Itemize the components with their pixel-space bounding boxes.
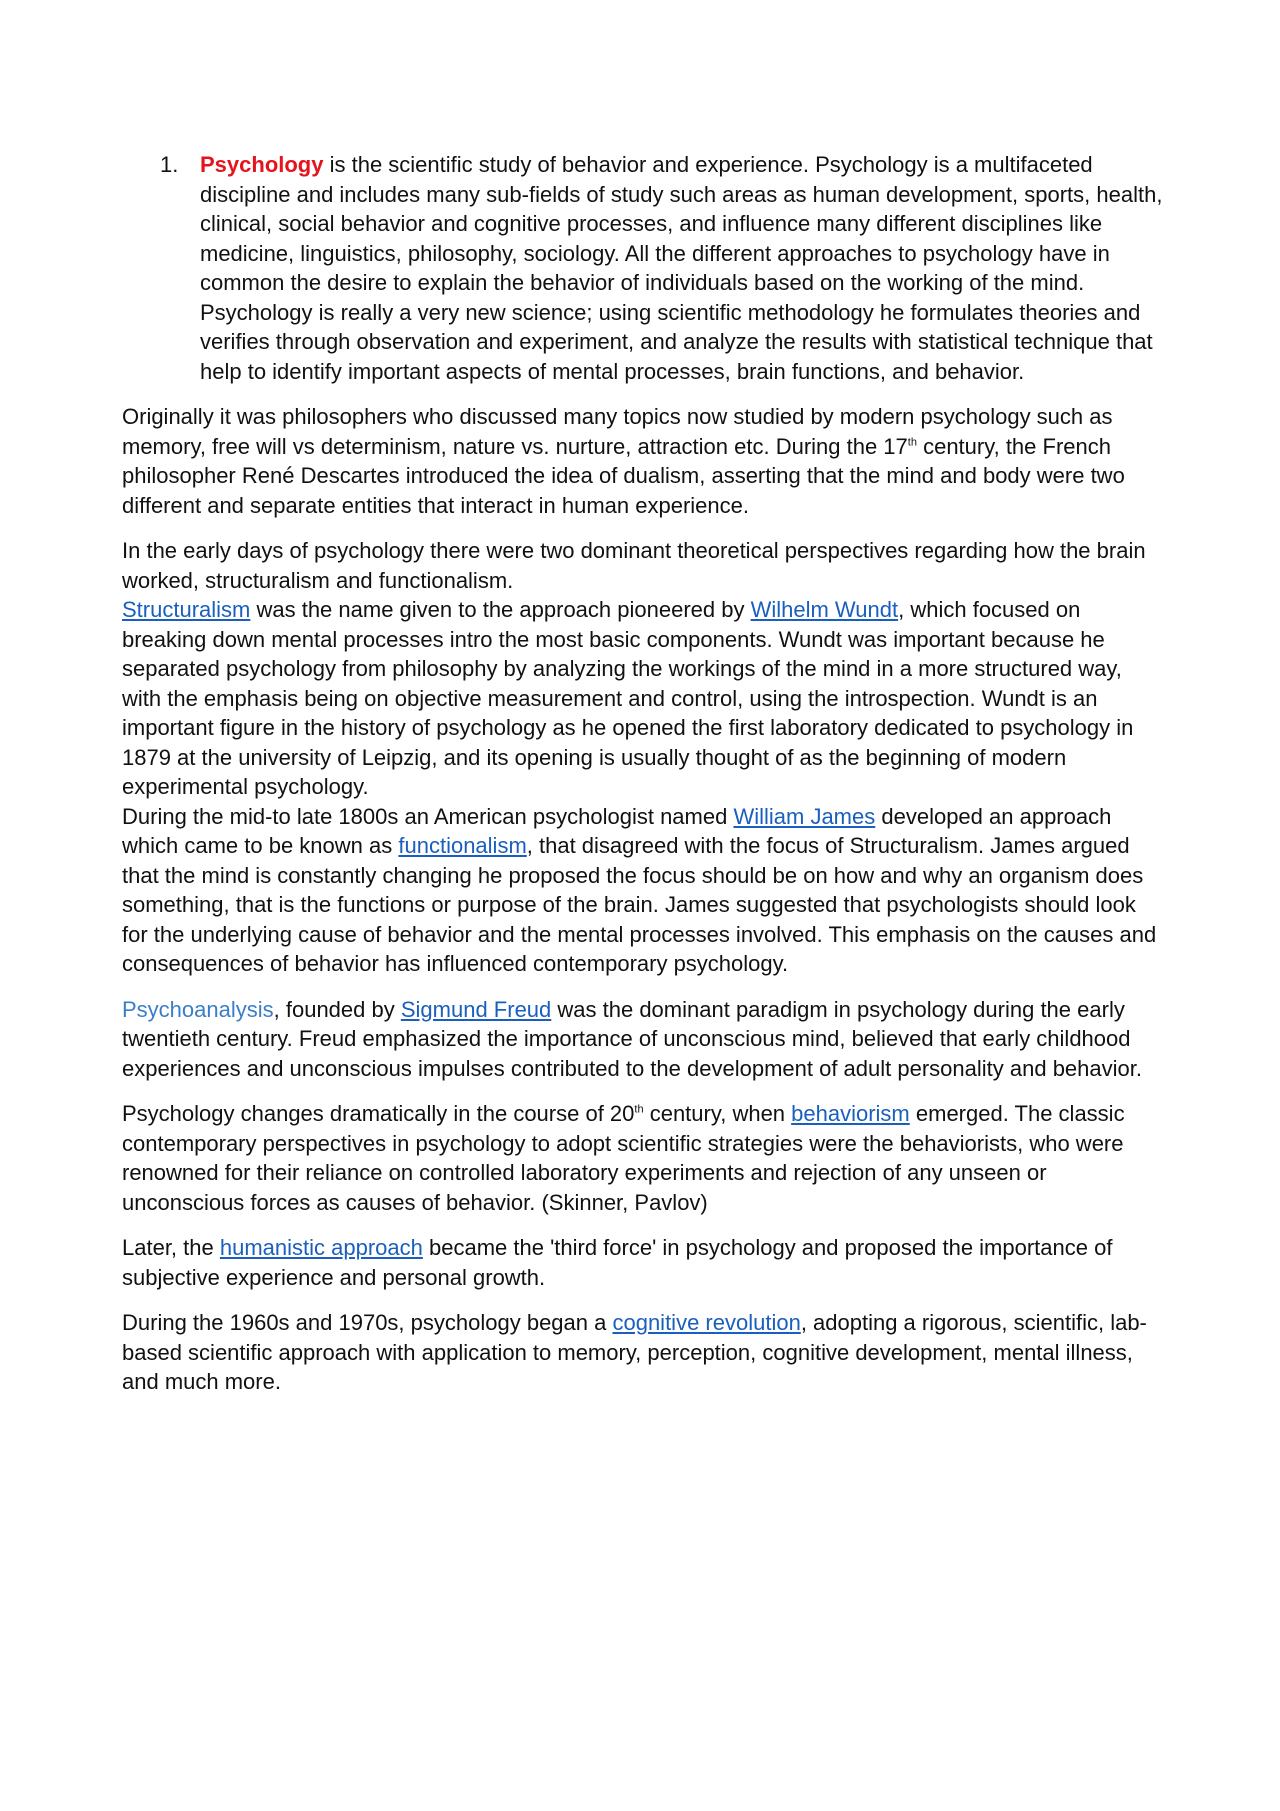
numbered-list bbox=[122, 150, 1167, 386]
link-humanistic-approach[interactable]: humanistic approach bbox=[219, 1235, 423, 1260]
list-number: 1. bbox=[160, 152, 179, 177]
structuralism-text-b: , which focused on breaking down mental processes intro the most basic components. Wundt was important because he separated psychology from philosophy by analyzing the workings of the mind in a more structured way, with the emphasis being on objective measurement and control, using the introspection. Wundt is an important figure in the history of psychology as he opened the first laboratory dedicated to psychology in 1879 at the university of Leipzig, and its opening is usually thought of as the beginning of modern experimental psychology. bbox=[122, 597, 1134, 799]
paragraph-behaviorism bbox=[122, 1099, 1167, 1217]
paragraph-structuralism bbox=[122, 595, 1167, 802]
term-psychology: Psychology bbox=[200, 152, 324, 177]
link-sigmund-freud[interactable]: Sigmund Freud bbox=[400, 996, 552, 1022]
definition-text: is the scientific study of behavior and experience. Psychology is a multifaceted discipline and includes many sub-fields of study such areas as human development, sports, health, clinical, social behavior and cognitive processes, and influence many different disciplines like medicine, linguistics, philosophy, sociology. All the different approaches to psychology have in common the desire to explain the behavior of individuals based on the working of the mind. bbox=[200, 152, 1163, 295]
cognitive-text-b: , adopting a rigorous, scientific, lab-based scientific approach with application to memory, perception, cognitive development, mental illness, and much more. bbox=[122, 1310, 1147, 1394]
list-item-psychology bbox=[122, 150, 1167, 386]
paragraph-cognitive bbox=[122, 1308, 1167, 1397]
behaviorism-text-c: emerged. The classic contemporary perspectives in psychology to adopt scientific strategies were the behaviorists, who were renowned for their reliance on controlled laboratory experiments and rejection of any unseen or unconscious forces as causes of behavior. (Skinner, Pavlov) bbox=[122, 1101, 1125, 1215]
superscript-th: th bbox=[907, 436, 917, 449]
functionalism-text-b: developed an approach which came to be known as bbox=[122, 803, 1112, 858]
psychoanalysis-text-a: , founded by bbox=[273, 996, 401, 1022]
humanistic-text-b: became the 'third force' in psychology and proposed the importance of subjective experience and personal growth. bbox=[122, 1235, 1113, 1290]
superscript-th-2: th bbox=[634, 1103, 644, 1116]
psychoanalysis-text-b: was the dominant paradigm in psychology during the early twentieth century. Freud emphasized the importance of unconscious mind, believed that early childhood experiences and unconscious impulses contributed to the development of adult personality and behavior. bbox=[122, 996, 1142, 1081]
term-psychoanalysis: Psychoanalysis bbox=[122, 996, 274, 1022]
behaviorism-text-a: Psychology changes dramatically in the course of 20 bbox=[122, 1101, 635, 1126]
paragraph-origins bbox=[122, 402, 1167, 520]
document-page bbox=[122, 150, 1167, 1413]
link-cognitive-revolution[interactable]: cognitive revolution bbox=[612, 1310, 801, 1335]
paragraph-psychoanalysis bbox=[122, 995, 1167, 1084]
origins-text-b: century, the French philosopher René Descartes introduced the idea of dualism, asserting that the mind and body were two different and separate entities that interact in human experience. bbox=[122, 433, 1125, 518]
link-behaviorism[interactable]: behaviorism bbox=[791, 1101, 910, 1126]
link-william-james[interactable]: William James bbox=[733, 803, 876, 829]
behaviorism-text-b: century, when bbox=[643, 1101, 792, 1126]
structuralism-text-a: was the name given to the approach pioneered by bbox=[250, 597, 751, 622]
psychology-science-text: Psychology is really a very new science; using scientific methodology he formulates theories and verifies through observation and experiment, and analyze the results with statistical technique that help to identify important aspects of mental processes, brain functions, and behavior. bbox=[200, 299, 1153, 384]
link-structuralism[interactable]: Structuralism bbox=[122, 597, 251, 622]
link-wilhelm-wundt[interactable]: Wilhelm Wundt bbox=[750, 597, 899, 622]
functionalism-text-c: , that disagreed with the focus of Structuralism. James argued that the mind is constantly changing he proposed the focus should be on how and why an organism does something, that is the functions or purpose of the brain. James suggested that psychologists should look for the underlying cause of behavior and the mental processes involved. This emphasis on the causes and consequences of behavior has influenced contemporary psychology. bbox=[122, 833, 1157, 976]
link-functionalism[interactable]: functionalism bbox=[398, 833, 527, 858]
psychology-definition bbox=[200, 150, 1167, 298]
functionalism-text-a: During the mid-to late 1800s an American psychologist named bbox=[122, 803, 734, 829]
paragraph-functionalism bbox=[122, 802, 1167, 979]
paragraph-humanistic bbox=[122, 1233, 1167, 1292]
paragraph-early-days: In the early days of psychology there were two dominant theoretical perspectives regarding how the brain worked, structuralism and functionalism. bbox=[122, 538, 1146, 593]
humanistic-text-a: Later, the bbox=[122, 1235, 220, 1260]
origins-text-a: Originally it was philosophers who discussed many topics now studied by modern psychology such as memory, free will vs determinism, nature vs. nurture, attraction etc. During the 17 bbox=[122, 404, 1113, 459]
cognitive-text-a: During the 1960s and 1970s, psychology began a bbox=[122, 1310, 613, 1335]
